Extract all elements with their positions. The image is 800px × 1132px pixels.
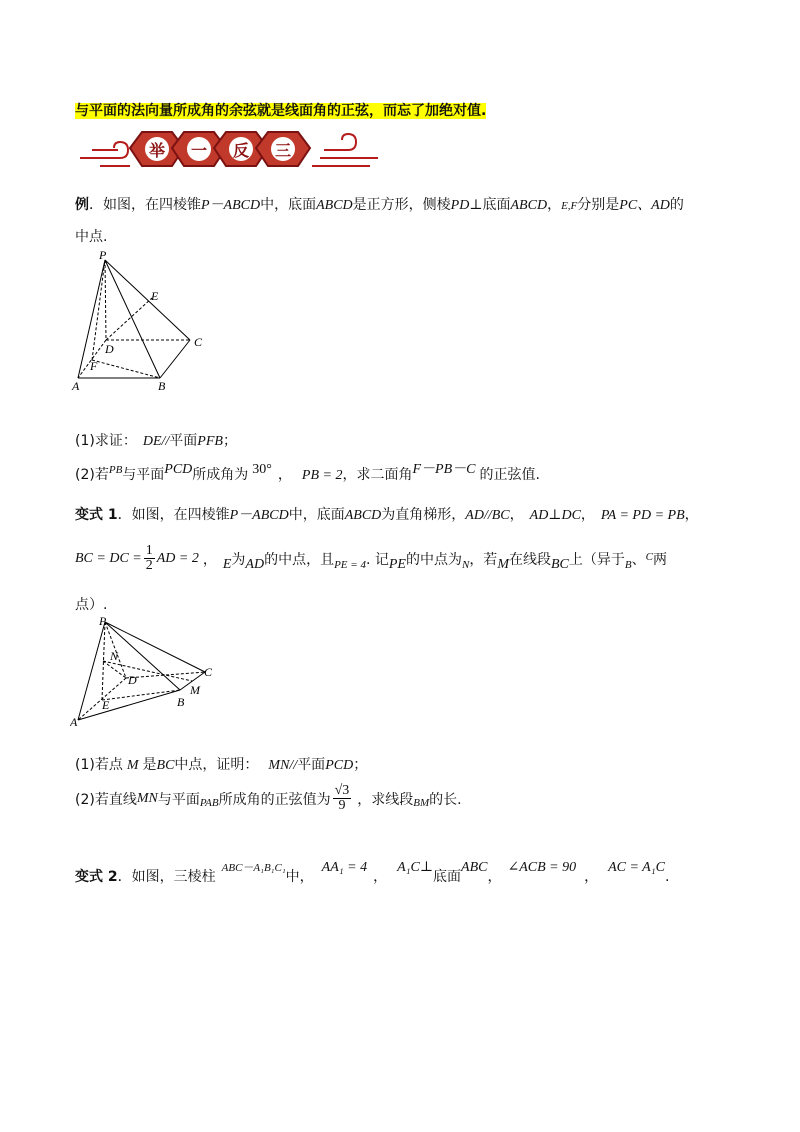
v2-text: ．如图，三棱柱 (117, 869, 216, 885)
v1-math: AD//BC (465, 508, 510, 523)
v1-text: ．如图，在四棱锥 (117, 507, 230, 523)
v2-text: . (664, 869, 670, 885)
variant1-line-3: 点）. (75, 597, 108, 613)
banner-right-deco (312, 134, 378, 166)
top-note-text: 与平面的法向量所成角的余弦就是线面角的正弦，而忘了加绝对值. (75, 103, 487, 119)
variant1-line-1 (75, 504, 699, 524)
example-math: PC、AD (619, 198, 670, 213)
q-text: (2)若直线 (75, 791, 137, 808)
fig2-label-b: B (177, 695, 185, 709)
variant1-figure (70, 614, 220, 732)
v1-math: B (624, 558, 632, 571)
banner-char-2: 一 (191, 141, 208, 160)
example-figure (70, 248, 220, 396)
example-text: 是正方形，侧棱 (352, 197, 451, 213)
q-text: ； (353, 757, 368, 773)
v1-text: 、 (631, 551, 646, 568)
fig2-label-c: C (204, 665, 213, 679)
q-math: PCD (325, 758, 354, 773)
v1-math: C (645, 550, 653, 563)
example-text: 分别是 (577, 197, 620, 213)
v1-text: 中，底面 (288, 507, 345, 523)
example-text: 的 (669, 197, 684, 213)
example-math: ABCD (316, 198, 353, 213)
q-text: 的长. (429, 791, 462, 808)
banner-char-3: 反 (233, 141, 250, 160)
example-text: 底面 (482, 197, 511, 213)
fig1-label-c: C (194, 335, 203, 349)
q-text: (1)求证： (75, 433, 137, 449)
q-text: 是 (142, 757, 157, 773)
banner-left-deco (80, 142, 130, 166)
v1-text: 为 (231, 551, 246, 568)
variant2-label: 变式 2 (75, 869, 118, 885)
example-text: 中，底面 (260, 197, 317, 213)
section-banner (80, 126, 380, 176)
example-q2 (75, 464, 540, 484)
fraction-denominator: 2 (145, 558, 153, 573)
q-math: BM (413, 796, 430, 809)
v2-math: ABC (461, 860, 488, 875)
v1-text: ， (580, 507, 595, 523)
q-text: (2)若 (75, 467, 109, 483)
v1-text: 为直角梯形， (381, 507, 466, 523)
q-text: 与平面 (157, 791, 200, 808)
v1-math: PA = PD = PB (600, 508, 685, 523)
q-math: MN (136, 790, 158, 806)
q-math: PAB (199, 796, 219, 809)
fig2-label-p: P (99, 614, 107, 628)
fig1-label-f: F (90, 359, 98, 373)
v1-math: AD (245, 556, 265, 572)
v2-math: AA₁ = 4 (321, 860, 368, 875)
q-math: MN// (268, 758, 298, 773)
example-q1 (75, 430, 237, 450)
banner-char-1: 举 (149, 141, 166, 160)
example-text: ， (547, 197, 562, 213)
v1-text: . 记 (365, 551, 389, 568)
v1-text: ， (509, 507, 524, 523)
v2-math: ∠ACB = 90 (507, 860, 577, 875)
example-label: 例 (75, 197, 89, 213)
v2-text: ， (373, 869, 388, 885)
q-text: 平面 (297, 757, 326, 773)
fig2-label-m: M (190, 683, 200, 697)
fig2-label-a: A (70, 715, 78, 729)
q-math: PFB (197, 434, 223, 449)
v1-math: AD = 2 (156, 550, 199, 566)
q-text: 所成角的正弦值为 (218, 791, 331, 808)
variant1-q2 (75, 784, 462, 813)
variant1-line-2 (75, 544, 667, 573)
v1-text: ， (202, 551, 217, 568)
q-math: DE// (142, 434, 170, 449)
v2-text: ， (487, 869, 502, 885)
v1-math: N (461, 558, 470, 571)
v2-text: 中， (285, 869, 314, 885)
v1-math: ABCD (344, 508, 382, 523)
v2-text: 底面 (433, 869, 462, 885)
v2-math: A₁C⊥ (397, 860, 434, 875)
sqrt3-over-9-fraction (333, 784, 352, 813)
variant2-line-1 (75, 860, 670, 886)
v1-math: P－ABCD (229, 508, 289, 523)
q-text: ，求线段 (357, 791, 414, 808)
v1-math: BC = DC = (75, 550, 142, 566)
q-math: F－PB－C (412, 462, 476, 477)
fraction-numerator: 1 (145, 543, 153, 558)
example-line-1 (75, 194, 684, 214)
q-text: ，求二面角 (342, 467, 413, 483)
v1-text: 在线段 (508, 551, 551, 568)
q-math: PB (108, 464, 123, 476)
q-math: PCD (164, 462, 193, 477)
top-note (75, 100, 486, 120)
fraction-denominator: 9 (338, 798, 346, 813)
v1-text: ， (684, 507, 699, 523)
q-text: 平面 (169, 433, 198, 449)
fig1-label-a: A (72, 379, 80, 393)
q-math: BC (156, 758, 175, 773)
fig2-label-e: E (102, 698, 110, 712)
example-math: PD⊥ (450, 198, 483, 213)
v1-math: AD⊥DC (529, 508, 581, 523)
q-text: ， (277, 467, 292, 483)
v1-math: M (497, 556, 509, 572)
fig2-label-d: D (128, 673, 137, 687)
example-math: E,F (561, 200, 578, 212)
fig1-label-p: P (99, 248, 107, 262)
q-text: 与平面 (122, 467, 165, 483)
q-text: 所成角为 (192, 467, 249, 483)
q-text: 的正弦值. (479, 467, 540, 483)
v1-text: 的中点，且 (264, 551, 335, 568)
fig1-label-d: D (105, 342, 114, 356)
q-text: 中点，证明： (174, 757, 259, 773)
variant1-q1 (75, 754, 367, 774)
q-text: (1)若点 (75, 757, 123, 773)
example-line-2: 中点. (75, 229, 108, 245)
v2-text: ， (584, 869, 599, 885)
q-math: M (126, 758, 139, 773)
variant1-label: 变式 1 (75, 507, 118, 523)
v1-text: 两 (652, 551, 667, 568)
fraction-numerator: √3 (334, 783, 350, 798)
v1-math: BC (550, 556, 569, 572)
v2-math: AC = A₁C (608, 860, 665, 875)
v1-text: ，若 (469, 551, 498, 568)
v1-text: 的中点为 (405, 551, 462, 568)
v2-math: ABC－A₁B₁C₁ (221, 862, 286, 874)
fig2-label-n: N (110, 649, 119, 663)
q-math: 30° (252, 462, 272, 477)
fig1-label-e: E (151, 289, 159, 303)
v1-math: E (222, 556, 232, 572)
example-math: P－ABCD (201, 198, 261, 213)
v1-math: PE = 4 (334, 558, 366, 571)
example-text: ．如图，在四棱锥 (89, 197, 201, 213)
q-text: ； (222, 433, 237, 449)
half-fraction (144, 544, 155, 573)
q-math: PB = 2 (301, 468, 343, 483)
example-math: ABCD (510, 198, 548, 213)
v1-text: 上（异于 (568, 551, 625, 568)
v1-math: PE (388, 556, 406, 572)
banner-graphic (80, 126, 380, 176)
banner-char-4: 三 (275, 141, 292, 160)
fig1-label-b: B (158, 379, 166, 393)
